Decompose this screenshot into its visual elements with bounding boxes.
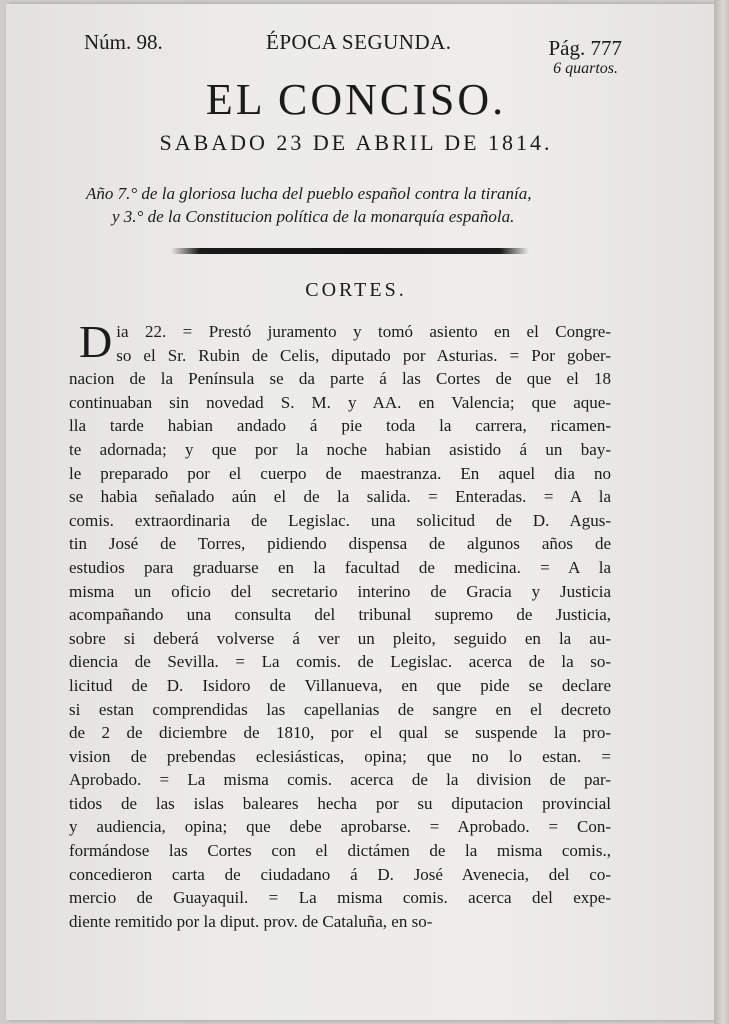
article-line: de 2 de diciembre de 1810, por el qual se suspende la pro- (69, 723, 611, 743)
section-title: CORTES. (305, 279, 407, 301)
article-line: y audiencia, opina; que debe aprobarse. = Aprobado. = Con- (69, 817, 611, 837)
motto-line-1: Año 7.° de la gloriosa lucha del pueblo español contra la tiranía, (86, 184, 532, 203)
drop-cap: D (79, 316, 113, 367)
article-line: se habia señalado aún el de la salida. = Enteradas. = A la (69, 487, 611, 507)
article-line: so el Sr. Rubin de Celis, diputado por Asturias. = Por gober- (116, 345, 611, 365)
article-line: diente remitido por la diput. prov. de Cataluña, en so- (69, 911, 433, 931)
motto-line-2: y 3.° de la Constitucion política de la monarquía española. (112, 207, 515, 226)
article-line: licitud de D. Isidoro de Villanueva, en que pide se declare (69, 675, 611, 695)
article-line: nacion de la Península se da parte á las Cortes de que el 18 (69, 369, 611, 389)
page-edge (714, 0, 729, 1024)
article-line: misma un oficio del secretario interino de Gracia y Justicia (69, 581, 611, 601)
newspaper-page (6, 4, 714, 1020)
price-quartos: 6 quartos. (553, 60, 618, 77)
article-body (69, 316, 611, 933)
article-line: concedieron carta de ciudadano á D. José Avenecia, del co- (69, 864, 611, 884)
article-line: acompañando una consulta del tribunal supremo de Justicia, (69, 605, 611, 625)
article-line: tin José de Torres, pidiendo dispensa de algunos años de (69, 534, 611, 554)
article-line: Aprobado. = La misma comis. acerca de la division de par- (69, 770, 611, 790)
epoch-label: ÉPOCA SEGUNDA. (266, 30, 452, 54)
article-line: sobre si deberá volverse á ver un pleito, seguido en la au- (69, 628, 611, 648)
article-line: le preparado por el cuerpo de maestranza. En aquel dia no (69, 463, 611, 483)
divider-rule (171, 248, 529, 254)
motto (86, 182, 626, 228)
issue-number: Núm. 98. (84, 30, 163, 54)
article-line: formándose las Cortes con el dictámen de la misma comis., (69, 841, 611, 861)
article-line: lla tarde habian andado á pie toda la carrera, ricamen- (69, 416, 611, 436)
article-line: ia 22. = Prestó juramento y tomó asiento en el Congre- (116, 322, 611, 341)
page-header (84, 30, 622, 60)
page-number: Pág. 777 (548, 36, 622, 60)
article-line: mercio de Guayaquil. = La misma comis. acerca del expe- (69, 888, 611, 908)
dateline: SABADO 23 DE ABRIL DE 1814. (159, 130, 553, 155)
article-line: vision de prebendas eclesiásticas, opina; que no lo estan. = (69, 746, 611, 766)
article-line: continuaban sin novedad S. M. y AA. en Valencia; que aque- (69, 392, 611, 412)
newspaper-title: EL CONCISO. (205, 75, 507, 124)
article-line: comis. extraordinaria de Legislac. una solicitud de D. Agus- (69, 510, 611, 530)
article-line: si estan comprendidas las capellanias de sangre en el decreto (69, 699, 611, 719)
article-line: tidos de las islas baleares hecha por su diputacion provincial (69, 793, 611, 813)
article-line: diencia de Sevilla. = La comis. de Legislac. acerca de la so- (69, 652, 611, 672)
article-line: te adornada; y que por la noche habian asistido á un bay- (69, 439, 611, 459)
article-line: estudios para graduarse en la facultad de medicina. = A la (69, 557, 611, 577)
